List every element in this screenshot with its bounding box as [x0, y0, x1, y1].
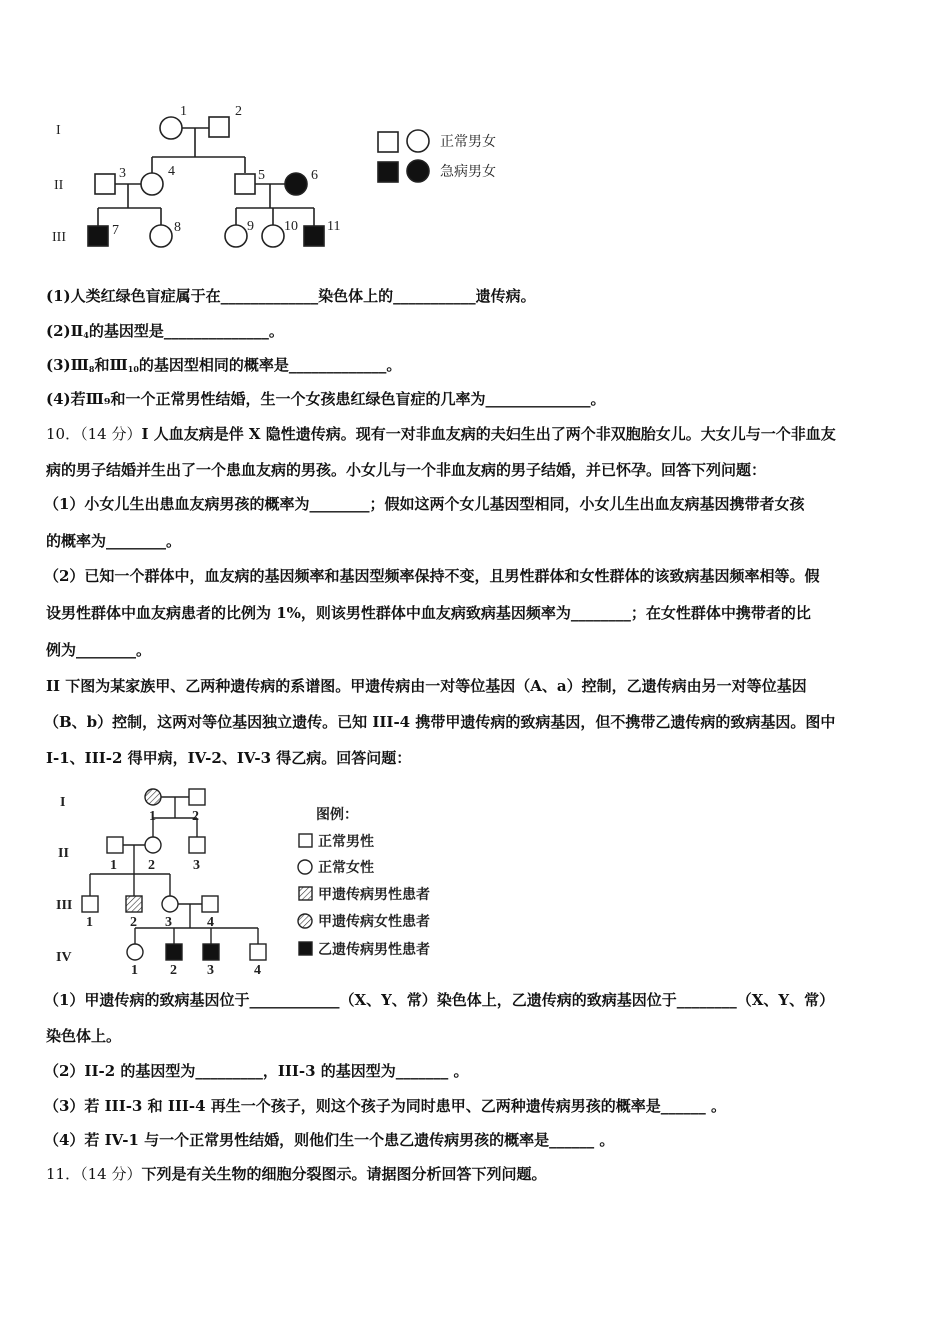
individual-number: 4	[207, 915, 214, 930]
individual-II-2	[145, 837, 161, 853]
legend-b-male-shape	[299, 942, 312, 955]
q10-part2-line-3: （2）II-2 的基因型为_________，III-3 的基因型为_______ 。	[44, 1062, 469, 1080]
individual-III-4	[202, 896, 218, 912]
question-number: 11．（14 分）	[46, 1165, 142, 1183]
individual-III-11	[304, 226, 324, 246]
q10-part2-line-2: 染色体上。	[46, 1027, 122, 1045]
legend-affected-label: 急病男女	[440, 165, 496, 180]
q10-line-9: （B、b）控制，这两对等位基因独立遗传。已知 III-4 携带甲遗传病的致病基因，但不携带乙遗传病的致病基因。图中	[44, 713, 836, 731]
individual-III-7	[88, 226, 108, 246]
generation-label: II	[54, 178, 64, 193]
individual-III-8	[150, 225, 172, 247]
individual-number: 1	[149, 809, 156, 824]
individual-number: 6	[311, 168, 318, 183]
legend-normal-male	[378, 132, 398, 152]
individual-number: 4	[254, 963, 261, 978]
individual-number: 10	[284, 219, 298, 234]
individual-number: 2	[148, 858, 155, 873]
individual-number: 4	[168, 164, 175, 179]
generation-label: II	[58, 846, 69, 861]
individual-number: 9	[247, 219, 254, 234]
legend-item-label: 甲遗传病男性患者	[318, 888, 430, 903]
individual-II-6	[285, 173, 307, 195]
individual-number: 3	[165, 915, 172, 930]
individual-I-2	[209, 117, 229, 137]
individual-IV-2	[166, 944, 182, 960]
legend-a-female-shape	[298, 914, 312, 928]
individual-III-10	[262, 225, 284, 247]
q10-line-5: （2）已知一个群体中，血友病的基因频率和基因型频率保持不变，且男性群体和女性群体的该致病基因频率相等。假	[44, 567, 820, 585]
individual-I-1	[160, 117, 182, 139]
legend-normal-female-shape	[298, 860, 312, 874]
individual-number: 2	[130, 915, 137, 930]
q10-line-7: 例为________。	[46, 641, 152, 659]
q11-text: 下列是有关生物的细胞分裂图示。请据图分析回答下列问题。	[141, 1165, 547, 1183]
legend-normal-female	[407, 130, 429, 152]
generation-label: IV	[56, 950, 72, 965]
q9-item-3-part: 的基因型相同的概率是_____________。	[138, 356, 402, 374]
legend-affected-male	[378, 162, 398, 182]
q10-part2-line-5: （4）若 IV-1 与一个正常男性结婚，则他们生一个患乙遗传病男孩的概率是______ 。	[44, 1131, 615, 1149]
individual-number: 2	[192, 809, 199, 824]
q9-item-4: (4)若Ⅲ₉和一个正常男性结婚，生一个女孩患红绿色盲症的几率为______________。	[46, 390, 606, 408]
legend-item-label: 乙遗传病男性患者	[318, 943, 430, 958]
legend-title: 图例：	[316, 808, 358, 823]
individual-IV-1	[127, 944, 143, 960]
individual-II-3	[189, 837, 205, 853]
individual-IV-3	[203, 944, 219, 960]
q10-part2-line-1: （1）甲遗传病的致病基因位于____________（X、Y、常）染色体上，乙遗传病的致病基因位于________（X、Y、常）	[44, 991, 835, 1009]
individual-II-5	[235, 174, 255, 194]
individual-I-1	[145, 789, 161, 805]
individual-number: 2	[235, 104, 242, 119]
generation-label: III	[56, 898, 73, 913]
individual-II-3	[95, 174, 115, 194]
individual-II-1	[107, 837, 123, 853]
subscript: 10	[127, 364, 139, 374]
individual-III-9	[225, 225, 247, 247]
generation-label: I	[60, 795, 66, 810]
legend-normal-male-shape	[299, 834, 312, 847]
individual-number: 1	[131, 963, 138, 978]
individual-number: 7	[112, 223, 119, 238]
legend-affected-female	[407, 160, 429, 182]
individual-II-4	[141, 173, 163, 195]
q10-line-4: 的概率为________。	[46, 532, 182, 550]
individual-IV-4	[250, 944, 266, 960]
subscript: 4	[83, 330, 89, 340]
individual-number: 2	[170, 963, 177, 978]
generation-label: I	[56, 123, 61, 138]
legend-item-label: 正常男性	[318, 835, 374, 850]
individual-III-3	[162, 896, 178, 912]
individual-number: 1	[86, 915, 93, 930]
legend-a-male-shape	[299, 887, 312, 900]
generation-label: III	[52, 230, 66, 245]
individual-number: 3	[207, 963, 214, 978]
individual-number: 8	[174, 220, 181, 235]
individual-number: 3	[119, 166, 126, 181]
q10-text: I 人血友病是伴 X 隐性遗传病。现有一对非血友病的夫妇生出了两个非双胞胎女儿。大女儿与一个非血友	[141, 425, 836, 443]
q9-item-2	[46, 321, 284, 345]
legend-item-label: 正常女性	[318, 861, 374, 876]
individual-number: 1	[180, 104, 187, 119]
pedigree-figure-2	[50, 778, 480, 983]
legend-item-label: 甲遗传病女性患者	[318, 915, 430, 930]
question-number: 10．（14 分）	[46, 425, 142, 443]
q9-item-2-part: (2)Ⅱ	[46, 322, 84, 340]
q9-item-3	[46, 355, 401, 379]
subscript: 8	[88, 364, 95, 374]
individual-number: 1	[110, 858, 117, 873]
individual-number: 3	[193, 858, 200, 873]
q10-part2-line-4: （3）若 III-3 和 III-4 再生一个孩子，则这个孩子为同时患甲、乙两种遗传病男孩的概率是______ 。	[44, 1097, 726, 1115]
individual-III-1	[82, 896, 98, 912]
q9-item-3-part: 和Ⅲ	[94, 356, 128, 374]
q10-line-3: （1）小女儿生出患血友病男孩的概率为________；假如这两个女儿基因型相同，小女儿生出血友病基因携带者女孩	[44, 495, 805, 513]
q10-line-6: 设男性群体中血友病患者的比例为 1%，则该男性群体中血友病致病基因频率为________；在女性群体中携带者的比	[46, 604, 811, 622]
q9-item-3-part: (3)Ⅲ	[46, 356, 89, 374]
q10-line-2: 病的男子结婚并生出了一个患血友病的男孩。小女儿与一个非血友病的男子结婚，并已怀孕。回答下列问题：	[46, 461, 767, 479]
individual-number: 5	[258, 168, 265, 183]
q11-line	[46, 1164, 546, 1184]
individual-III-2	[126, 896, 142, 912]
q9-item-1: (1)人类红绿色盲症属于在_____________染色体上的___________遗传病。	[46, 287, 536, 305]
individual-number: 11	[327, 219, 341, 234]
q10-line-1	[46, 424, 836, 444]
q10-line-8: II 下图为某家族甲、乙两种遗传病的系谱图。甲遗传病由一对等位基因（A、a）控制，乙遗传病由另一对等位基因	[46, 677, 807, 695]
legend-normal-label: 正常男女	[440, 135, 496, 150]
individual-I-2	[189, 789, 205, 805]
pedigree-figure-1	[40, 95, 560, 260]
q10-line-10: I-1、III-2 得甲病，IV-2、IV-3 得乙病。回答问题：	[46, 749, 412, 767]
q9-item-2-part: 的基因型是______________。	[88, 322, 284, 340]
